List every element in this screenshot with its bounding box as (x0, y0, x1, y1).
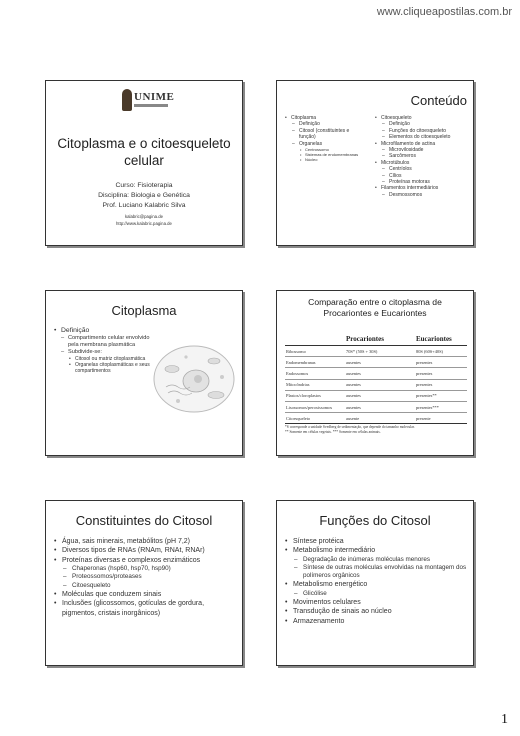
list-item: • Definição (54, 327, 154, 335)
list-item: – Síntese de outras moléculas envolvidas na montagem dos polímeros orgânicos (285, 564, 469, 580)
table-cell-prok: ausentes (345, 357, 415, 368)
list-item: • Síntese protéica (285, 537, 469, 546)
slide-title (45, 80, 243, 246)
title-line-1: Comparação entre o citoplasma de (308, 297, 442, 307)
list-item: – Centríolos (375, 166, 471, 172)
table-row (285, 379, 467, 390)
list-item: • Metabolismo intermediário (285, 546, 469, 555)
table-footnotes (285, 425, 465, 435)
table-cell-prok: 70S* (50S + 30S) (345, 346, 415, 357)
contents-right-column (375, 115, 471, 198)
table-cell-item: Plastos/cloroplastos (285, 390, 345, 401)
slide-constituintes (45, 500, 243, 666)
email-link[interactable]: kalabric@pagina.de (124, 214, 164, 219)
table-row (285, 390, 467, 401)
list-item: • Núcleo (285, 157, 369, 162)
logo-mark-icon (122, 89, 132, 111)
site-url: www.cliqueapostilas.com.br (376, 6, 512, 18)
list-item: • Proteínas diversas e complexos enzimáticos (54, 556, 238, 565)
page-number: 1 (501, 712, 508, 727)
footnote: ** Somente em células vegetais. *** Somente em células animais. (285, 430, 381, 434)
slide-comparison (276, 290, 474, 456)
table-cell-euk: presentes (415, 379, 467, 390)
list-item: • Moléculas que conduzem sinais (54, 590, 238, 599)
table-cell-item: Mitocôndrias (285, 379, 345, 390)
list-item: • Organelas citoplasmáticas e seus compartimentos (54, 362, 154, 374)
title-line-2: celular (124, 153, 164, 168)
list-item: • Filamentos intermediários (375, 185, 471, 191)
table-cell-item: Endomembranas (285, 357, 345, 368)
list-item: – Definição (375, 121, 471, 127)
list-item: • Metabolismo energético (285, 580, 469, 589)
comparison-table (285, 333, 467, 424)
table-cell-prok: ausentes (345, 401, 415, 412)
list-item: – Microvilosidade (375, 147, 471, 153)
list-item: – Citoesqueleto (54, 582, 238, 590)
list-item: – Subdivide-se: (54, 349, 154, 356)
table-cell-item: Ribossomo (285, 346, 345, 357)
list-item: • Citosol ou matriz citoplasmática (54, 356, 154, 362)
title-line-2: Procariontes e Eucariontes (323, 308, 427, 318)
list-item: – Chaperonas (hsp60, hsp70, hsp90) (54, 565, 238, 573)
table-cell-euk: 80S (60S+40S) (415, 346, 467, 357)
logo-underline (134, 104, 168, 107)
list-item: – Desmossomos (375, 192, 471, 198)
slide-title: Citoplasma (111, 303, 177, 318)
table-cell-item: Endossomos (285, 368, 345, 379)
list-item: • Diversos tipos de RNAs (RNAm, RNAt, RNAr) (54, 546, 238, 555)
list-item: • Movimentos celulares (285, 598, 469, 607)
slide-contents (276, 80, 474, 246)
slide-title (281, 297, 469, 319)
list-item: – Organelas (285, 141, 369, 147)
header-empty (285, 333, 345, 346)
table-row (285, 401, 467, 412)
citoplasma-list (54, 327, 154, 374)
cell-diagram-image (152, 343, 236, 415)
course: Curso: Fisioterapia (115, 182, 173, 189)
table-cell-euk: presentes** (415, 390, 467, 401)
list-item: – Compartimento celular envolvido pela membrana plasmática (54, 335, 154, 349)
table-cell-prok: ausentes (345, 379, 415, 390)
table-cell-prok: ausentes (345, 390, 415, 401)
list-item: • Transdução de sinais ao núcleo (285, 607, 469, 616)
course-info (46, 181, 242, 211)
table-cell-euk: presentes (415, 368, 467, 379)
slide-citoplasma (45, 290, 243, 456)
constituintes-list (54, 537, 238, 618)
table-cell-euk: presentes*** (415, 401, 467, 412)
list-item: – Definição (285, 121, 369, 127)
list-item: – Sarcômeros (375, 153, 471, 159)
list-item: – Glicólise (285, 590, 469, 598)
slide-title: Funções do Citosol (319, 513, 431, 528)
unime-logo (122, 87, 175, 113)
footnote: *S corresponde a unidade Svedberg de sedimentação, que depende do tamanho molecular. (285, 425, 415, 429)
professor: Prof. Luciano Kalabric Silva (102, 202, 186, 209)
presentation-title (50, 135, 238, 169)
list-item: • Microtúbulos (375, 160, 471, 166)
website-link[interactable]: http://www.kalabric.pagina.de (116, 220, 172, 226)
list-item: • Sistemas de endomembranas (285, 152, 369, 157)
table-cell-euk: presentes (415, 357, 467, 368)
list-item: – Elementos do citoesqueleto (375, 134, 471, 140)
list-item: função) (299, 134, 316, 141)
slide-title: Conteúdo (410, 93, 467, 108)
list-item: • Água, sais minerais, metabólitos (pH 7,2) (54, 537, 238, 546)
list-item: • Armazenamento (285, 617, 469, 626)
funcoes-list (285, 537, 469, 626)
logo-text: UNIME (134, 91, 175, 103)
table-cell-prok: ausente (345, 413, 415, 424)
list-item: – Cílios (375, 173, 471, 179)
table-row (285, 346, 467, 357)
header-eucariontes: Eucariontes (415, 333, 467, 346)
slide-funcoes (276, 500, 474, 666)
list-item: • Microfilamento de actina (375, 141, 471, 147)
header-procariontes: Procariontes (345, 333, 415, 346)
list-item: – Proteínas motoras (375, 179, 471, 185)
list-item: • Inclusões (glicossomos, gotículas de gordura, pigmentos, cristais inorgânicos) (54, 599, 238, 618)
contents-left-column (285, 115, 369, 163)
list-item: – Degradação de inúmeras moléculas menores (285, 556, 469, 564)
table-cell-item: Citoesqueleto (285, 413, 345, 424)
table-cell-euk: presente (415, 413, 467, 424)
title-line-1: Citoplasma e o citoesqueleto (57, 136, 231, 151)
contact-links (46, 214, 242, 227)
list-item: • Citoplasma (285, 115, 369, 121)
table-cell-prok: ausentes (345, 368, 415, 379)
list-item: • Citoesqueleto (375, 115, 471, 121)
list-item: • Centrossomo (285, 147, 369, 152)
list-item: – Citosol (constituintes e (285, 128, 369, 134)
table-row (285, 413, 467, 424)
list-item: – Proteossomos/proteases (54, 573, 238, 581)
table-row (285, 357, 467, 368)
table-cell-item: Lisossomos/peroxissomos (285, 401, 345, 412)
slide-title: Constituintes do Citosol (75, 513, 213, 528)
table-row (285, 368, 467, 379)
table-header-row (285, 333, 467, 346)
list-item: – Funções do citoesqueleto (375, 128, 471, 134)
discipline: Disciplina: Biologia e Genética (98, 192, 190, 199)
